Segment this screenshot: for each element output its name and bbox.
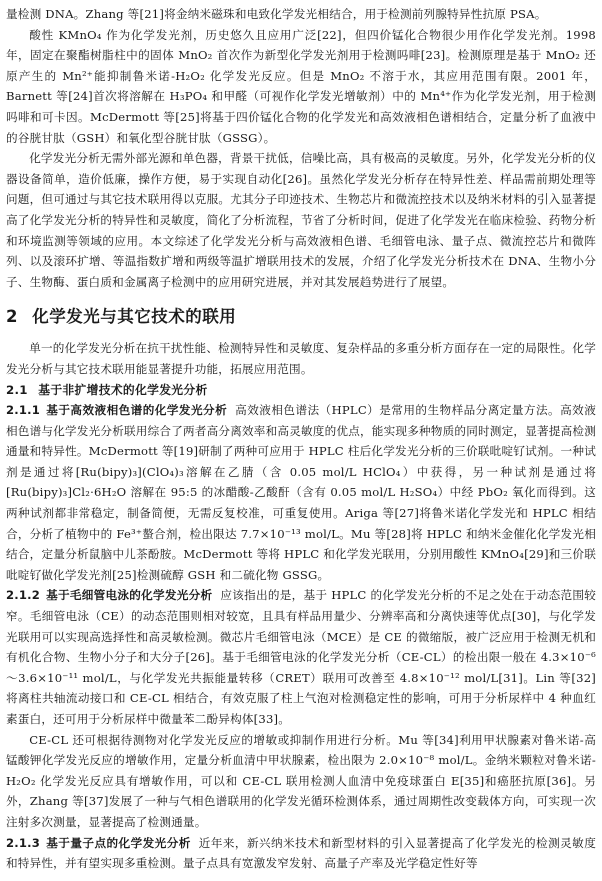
- paragraph: 单一的化学发光分析在抗干扰性能、检测特异性和灵敏度、复杂样品的多重分析方面存在一定的局限性。化学发光分析与其它技术联用能显著提升功能，拓展应用范围。: [6, 341, 596, 376]
- section-heading: [6, 302, 596, 332]
- section-title: 化学发光与其它技术的联用: [32, 307, 237, 327]
- subsubsection-number: 2.1.1: [6, 403, 41, 418]
- subsubsection-heading: [6, 836, 191, 850]
- subsubsection-title: 基于高效液相色谱的化学发光分析: [46, 403, 228, 418]
- section-number: 2: [6, 307, 18, 327]
- paragraph: [6, 400, 596, 585]
- paragraph-body: 高效液相色谱法（HPLC）是常用的生物样品分离定量方法。高效液相色谱与化学发光分析联用综合了两者高分离效率和高灵敏度的优点，能实现多种物质的同时测定，显著提高检测通量和特异性。McDermott 等[19]研制了两种可应用于 HPLC 柱后化学发光分析的三价联吡啶钌试剂。一种试剂是通过将[Ru(bipy)₃](ClO₄)₃溶解在乙腈（含 0.05 mol/L HClO₄）中获得，另一种试剂是通过将[Ru(bipy)₃]Cl₂·6H₂O 溶解在 95:5 的冰醋酸-乙酸酐（含有 0.05 mol/L H₂SO₄）中经 PbO₂ 氧化而得到。这两种试剂都非常稳定，制备简便，无需反复校准，可重复使用。Ariga 等[27]将鲁米诺化学发光和 HPLC 相结合，分析了植物中的 Fe³⁺螯合剂，检出限达 7.7×10⁻¹³ mol/L。Mu 等[28]将 HPLC 和纳米金催化化学发光相结合，定量分析鼠脑中儿茶酚胺。McDermott 等将 HPLC 和化学发光联用，分别用酸性 KMnO₄[29]和三价联吡啶钌做化学发光剂[25]检测硫醇 GSH 和二硫化物 GSSG。: [6, 403, 596, 582]
- subsubsection-heading: [6, 403, 227, 417]
- subsubsection-title: 基于毛细管电泳的化学发光分析: [46, 588, 213, 603]
- paragraph: 化学发光分析无需外部光源和单色器，背景干扰低，信噪比高，具有极高的灵敏度。另外，化学发光分析的仪器设备简单，造价低廉，操作方便，易于实现自动化[26]。虽然化学发光分析存在特异性差、样品需前期处理等问题，但可通过与其它技术联用得以克服。尤其分子印迹技术、生物芯片和微流控技术以及纳米材料的引入显著提高了化学发光分析的特异性和灵敏度，简化了分析流程，节省了分析时间，促进了化学发光在临床检验、药物分析和环境监测等领域的应用。本文综述了化学发光分析与高效液相色谱、毛细管电泳、量子点、微流控芯片和微阵列、以及滚环扩增、等温指数扩增和两级等温扩增联用技术的发展，介绍了化学发光分析技术在 DNA、生物小分子、生物酶、蛋白质和金属离子检测中的应用研究进展，并对其发展趋势进行了展望。: [6, 151, 596, 289]
- subsection-heading: [6, 380, 596, 401]
- paragraph: CE-CL 还可根据待测物对化学发光反应的增敏或抑制作用进行分析。Mu 等[34]利用甲状腺素对鲁米诺-高锰酸钾化学发光反应的增敏作用，定量分析血清中甲状腺素，检出限为 2.0×10⁻⁸ mol/L。金纳米颗粒对鲁米诺-H₂O₂ 化学发光反应具有增敏作用，可以和 CE-CL 联用检测人血清中免疫球蛋白 E[35]和癌胚抗原[36]。另外，Zhang 等[37]发展了一种与气相色谱联用的化学发光循环检测体系，通过周期性改变载体方向，可实现一次注射多次测量，显著提高了检测通量。: [6, 732, 596, 829]
- subsection-title: 基于非扩增技术的化学发光分析: [38, 382, 208, 397]
- subsubsection-title: 基于量子点的化学发光分析: [46, 835, 191, 850]
- paragraph-body: 应该指出的是，基于 HPLC 的化学发光分析的不足之处在于动态范围较窄。毛细管电泳（CE）的动态范围则相对较宽，且具有样品用量少、分辨率高和分离快速等优点[30]，与化学发光联用可以实现高选择性和高灵敏检测。微芯片毛细管电泳（MCE）是 CE 的微缩版，被广泛应用于检测无机和有机化合物、生物小分子和大分子[26]。基于毛细管电泳的化学发光分析（CE-CL）的检出限一般在 4.3×10⁻⁶～3.6×10⁻¹¹ mol/L，与化学发光共振能量转移（CRET）联用可改善至 4.8×10⁻¹² mol/L[31]。Lin 等[32]将离柱共轴流动接口和 CE-CL 相结合，有效克服了柱上气泡对检测稳定性的影响，可用于分析尿样中 4 种血红素蛋白，还可用于分析尿样中微量苯二酚异构体[33]。: [6, 588, 596, 726]
- paragraph-body: 近年来，新兴纳米技术和新型材料的引入显著提高了化学发光的检测灵敏度和特异性，并有望实现多重检测。量子点具有宽激发窄发射、高量子产率及光学稳定性好等: [6, 835, 596, 871]
- paragraph: [6, 833, 596, 874]
- paragraph: 酸性 KMnO₄ 作为化学发光剂，历史悠久且应用广泛[22]，但四价锰化合物很少用作化学发光剂。1998 年，固定在聚酯树脂柱中的固体 MnO₂ 首次作为新型化学发光剂用于检测吗啡[23]。检测原理是基于 MnO₂ 还原产生的 Mn²⁺能抑制鲁米诺-H₂O₂ 化学发光反应。但是 MnO₂ 不溶于水，其应用范围有限。2001 年，Barnett 等[24]首次将溶解在 H₃PO₄ 和甲醛（可视作化学发光增敏剂）中的 Mn⁴⁺作为化学发光剂，用于检测吗啡和可卡因。McDermott 等[25]将基于四价锰化合物的化学发光和高效液相色谱相结合，定量分析了血液中的谷胱甘肽（GSH）和氧化型谷胱甘肽（GSSG）。: [6, 27, 596, 145]
- subsubsection-number: 2.1.3: [6, 835, 41, 850]
- subsubsection-number: 2.1.2: [6, 588, 41, 603]
- subsubsection-heading: [6, 588, 212, 602]
- paragraph: 量检测 DNA。Zhang 等[21]将金纳米磁珠和电致化学发光相结合，用于检测前列腺特异性抗原 PSA。: [6, 7, 547, 21]
- subsection-number: 2.1: [6, 382, 28, 397]
- paragraph: [6, 585, 596, 729]
